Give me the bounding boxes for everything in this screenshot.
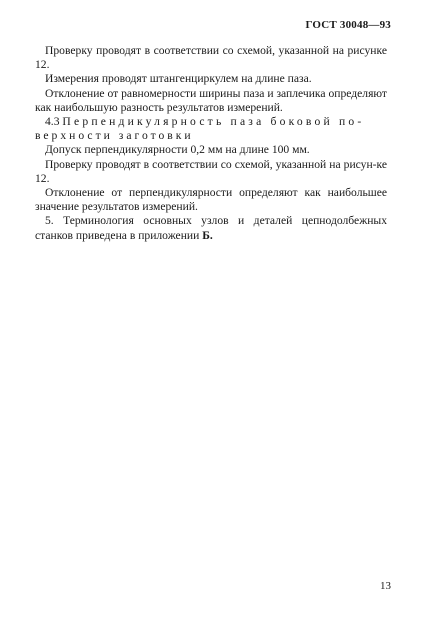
paragraph-terminology	[35, 214, 387, 242]
page-number: 13	[380, 580, 391, 592]
paragraph-tolerance: Допуск перпендикулярности 0,2 мм на длине 100 мм.	[45, 143, 310, 157]
document-body	[35, 44, 387, 243]
paragraph-reference-scheme-2: Проверку проводят в соответствии со схемой, указанной на рисун-ке 12.	[35, 157, 387, 185]
section-4-3-heading	[35, 115, 387, 143]
paragraph-deviation-width: Отклонение от равномерности ширины паза и заплечика определяют как наибольшую разность результатов измерений.	[35, 86, 387, 114]
terminology-text: 5. Терминология основных узлов и деталей цепнодолбежных станков приведена в приложении	[35, 214, 387, 242]
paragraph-measurement-tool: Измерения проводят штангенциркулем на длине паза.	[45, 72, 312, 86]
document-header: ГОСТ 30048—93	[305, 19, 391, 31]
section-title-line2: верхности заготовки	[35, 129, 194, 143]
section-title-line1: Перпендикулярность паза боковой по-	[62, 115, 365, 129]
paragraph-reference-scheme: Проверку проводят в соответствии со схемой, указанной на рисунке 12.	[35, 44, 387, 72]
section-number: 4.3	[45, 115, 60, 129]
paragraph-deviation-perpendicularity: Отклонение от перпендикулярности определяют как наибольшее значение результатов измерений.	[35, 186, 387, 214]
appendix-reference: Б.	[202, 228, 213, 242]
